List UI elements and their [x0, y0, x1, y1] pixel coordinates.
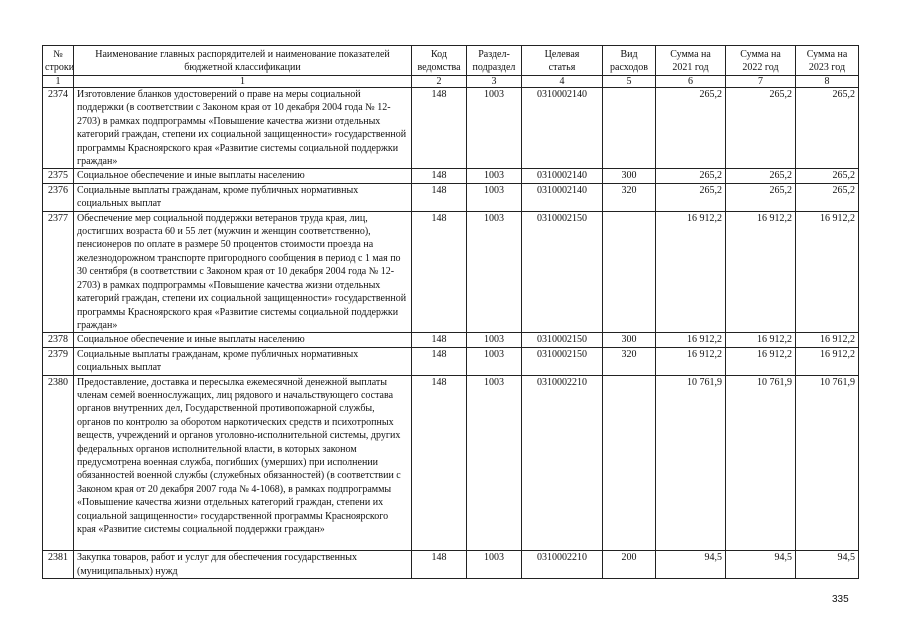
row-dept-code: 148 [412, 183, 467, 211]
row-section: 1003 [467, 211, 522, 333]
table-row [43, 375, 859, 551]
row-expense-type: 300 [603, 333, 656, 347]
row-number: 2374 [43, 88, 74, 169]
budget-table [42, 45, 859, 579]
row-number: 2377 [43, 211, 74, 333]
row-section: 1003 [467, 551, 522, 579]
row-section: 1003 [467, 169, 522, 183]
row-number: 2381 [43, 551, 74, 579]
header-dept-code: Код ведомства [412, 46, 467, 76]
row-sum-2023: 16 912,2 [796, 333, 859, 347]
header-name: Наименование главных распорядителей и наименование показателей бюджетной классификации [74, 46, 412, 76]
row-name: Социальное обеспечение и иные выплаты населению [74, 169, 412, 183]
row-number: 2379 [43, 347, 74, 375]
header-section: Раздел- подраздел [467, 46, 522, 76]
row-dept-code: 148 [412, 347, 467, 375]
row-sum-2022: 16 912,2 [726, 211, 796, 333]
row-target-article: 0310002140 [522, 183, 603, 211]
row-sum-2022: 16 912,2 [726, 333, 796, 347]
row-sum-2023: 16 912,2 [796, 347, 859, 375]
row-expense-type [603, 211, 656, 333]
row-sum-2021: 265,2 [656, 169, 726, 183]
row-sum-2023: 10 761,9 [796, 375, 859, 551]
header-row-number: № строки [43, 46, 74, 76]
row-number: 2375 [43, 169, 74, 183]
row-sum-2023: 265,2 [796, 169, 859, 183]
table-row [43, 169, 859, 183]
row-dept-code: 148 [412, 88, 467, 169]
column-number: 6 [656, 76, 726, 88]
row-target-article: 0310002210 [522, 375, 603, 551]
row-sum-2021: 16 912,2 [656, 347, 726, 375]
row-section: 1003 [467, 88, 522, 169]
row-sum-2023: 265,2 [796, 88, 859, 169]
header-expense-type: Вид расходов [603, 46, 656, 76]
page-number: 335 [832, 594, 849, 605]
row-name: Предоставление, доставка и пересылка ежемесячной денежной выплаты членам семей военнослужащих, лиц рядового и начальствующего состава органов внутренних дел, Государственной противопожарной службы, органов по контролю за оборотом наркотических средств и психотропных веществ, учреждений и органов уголовно-исполнительной системы, других федеральных органов исполнительной власти, в которых законом предусмотрена военная служба, погибших (умерших) при исполнении обязанностей военной службы (служебных обязанностей) (в соответствии с Законом края от 20 декабря 2007 года № 4-1068), в рамках подпрограммы «Повышение качества жизни отдельных категорий граждан, степени их социальной защищенности» государственной программы Красноярского края «Развитие системы социальной поддержки граждан» [74, 375, 412, 551]
row-expense-type: 320 [603, 347, 656, 375]
row-target-article: 0310002150 [522, 333, 603, 347]
row-section: 1003 [467, 375, 522, 551]
column-number: 3 [467, 76, 522, 88]
row-section: 1003 [467, 183, 522, 211]
row-sum-2022: 10 761,9 [726, 375, 796, 551]
row-sum-2021: 16 912,2 [656, 333, 726, 347]
row-sum-2021: 265,2 [656, 183, 726, 211]
row-sum-2021: 94,5 [656, 551, 726, 579]
row-sum-2022: 265,2 [726, 183, 796, 211]
row-dept-code: 148 [412, 169, 467, 183]
header-target-article: Целевая статья [522, 46, 603, 76]
column-numbers-row [43, 76, 859, 88]
row-sum-2021: 16 912,2 [656, 211, 726, 333]
row-name: Социальное обеспечение и иные выплаты населению [74, 333, 412, 347]
column-number: 1 [74, 76, 412, 88]
row-section: 1003 [467, 347, 522, 375]
row-dept-code: 148 [412, 375, 467, 551]
row-section: 1003 [467, 333, 522, 347]
row-expense-type: 300 [603, 169, 656, 183]
row-expense-type: 320 [603, 183, 656, 211]
row-sum-2023: 16 912,2 [796, 211, 859, 333]
row-expense-type: 200 [603, 551, 656, 579]
row-target-article: 0310002140 [522, 88, 603, 169]
row-sum-2022: 265,2 [726, 169, 796, 183]
table-row [43, 551, 859, 579]
table-row [43, 88, 859, 169]
row-sum-2021: 10 761,9 [656, 375, 726, 551]
row-sum-2022: 94,5 [726, 551, 796, 579]
budget-sheet [42, 45, 858, 579]
column-number: 7 [726, 76, 796, 88]
table-header-row [43, 46, 859, 76]
column-number: 2 [412, 76, 467, 88]
row-number: 2376 [43, 183, 74, 211]
row-target-article: 0310002150 [522, 347, 603, 375]
table-row [43, 183, 859, 211]
row-number: 2378 [43, 333, 74, 347]
header-sum-2022: Сумма на 2022 год [726, 46, 796, 76]
header-sum-2023: Сумма на 2023 год [796, 46, 859, 76]
row-name: Обеспечение мер социальной поддержки ветеранов труда края, лиц, достигших возраста 60 и 55 лет (мужчин и женщин соответственно), пенсионеров по оплате в размере 50 процентов стоимости проезда на железнодорожном транспорте пригородного сообщения в период с 1 мая по 30 сентября (в соответствии с Законом края от 10 декабря 2004 года № 12-2703) в рамках подпрограммы «Повышение качества жизни отдельных категорий граждан, степени их социальной защищенности» государственной программы Красноярского края «Развитие системы социальной поддержки граждан» [74, 211, 412, 333]
row-sum-2023: 94,5 [796, 551, 859, 579]
row-name: Изготовление бланков удостоверений о праве на меры социальной поддержки (в соответствии с Законом края от 10 декабря 2004 года № 12-2703) в рамках подпрограммы «Повышение качества жизни отдельных категорий граждан, степени их социальной защищенности» государственной программы Красноярского края «Развитие системы социальной поддержки граждан» [74, 88, 412, 169]
table-row [43, 347, 859, 375]
row-sum-2021: 265,2 [656, 88, 726, 169]
row-dept-code: 148 [412, 551, 467, 579]
row-target-article: 0310002150 [522, 211, 603, 333]
row-expense-type [603, 88, 656, 169]
row-name: Закупка товаров, работ и услуг для обеспечения государственных (муниципальных) нужд [74, 551, 412, 579]
row-name: Социальные выплаты гражданам, кроме публичных нормативных социальных выплат [74, 183, 412, 211]
row-expense-type [603, 375, 656, 551]
row-sum-2023: 265,2 [796, 183, 859, 211]
column-number: 5 [603, 76, 656, 88]
column-number: 8 [796, 76, 859, 88]
row-name: Социальные выплаты гражданам, кроме публичных нормативных социальных выплат [74, 347, 412, 375]
table-row [43, 333, 859, 347]
header-sum-2021: Сумма на 2021 год [656, 46, 726, 76]
row-sum-2022: 265,2 [726, 88, 796, 169]
row-target-article: 0310002210 [522, 551, 603, 579]
table-row [43, 211, 859, 333]
column-number: 1 [43, 76, 74, 88]
column-number: 4 [522, 76, 603, 88]
row-sum-2022: 16 912,2 [726, 347, 796, 375]
row-target-article: 0310002140 [522, 169, 603, 183]
row-dept-code: 148 [412, 211, 467, 333]
row-dept-code: 148 [412, 333, 467, 347]
row-number: 2380 [43, 375, 74, 551]
